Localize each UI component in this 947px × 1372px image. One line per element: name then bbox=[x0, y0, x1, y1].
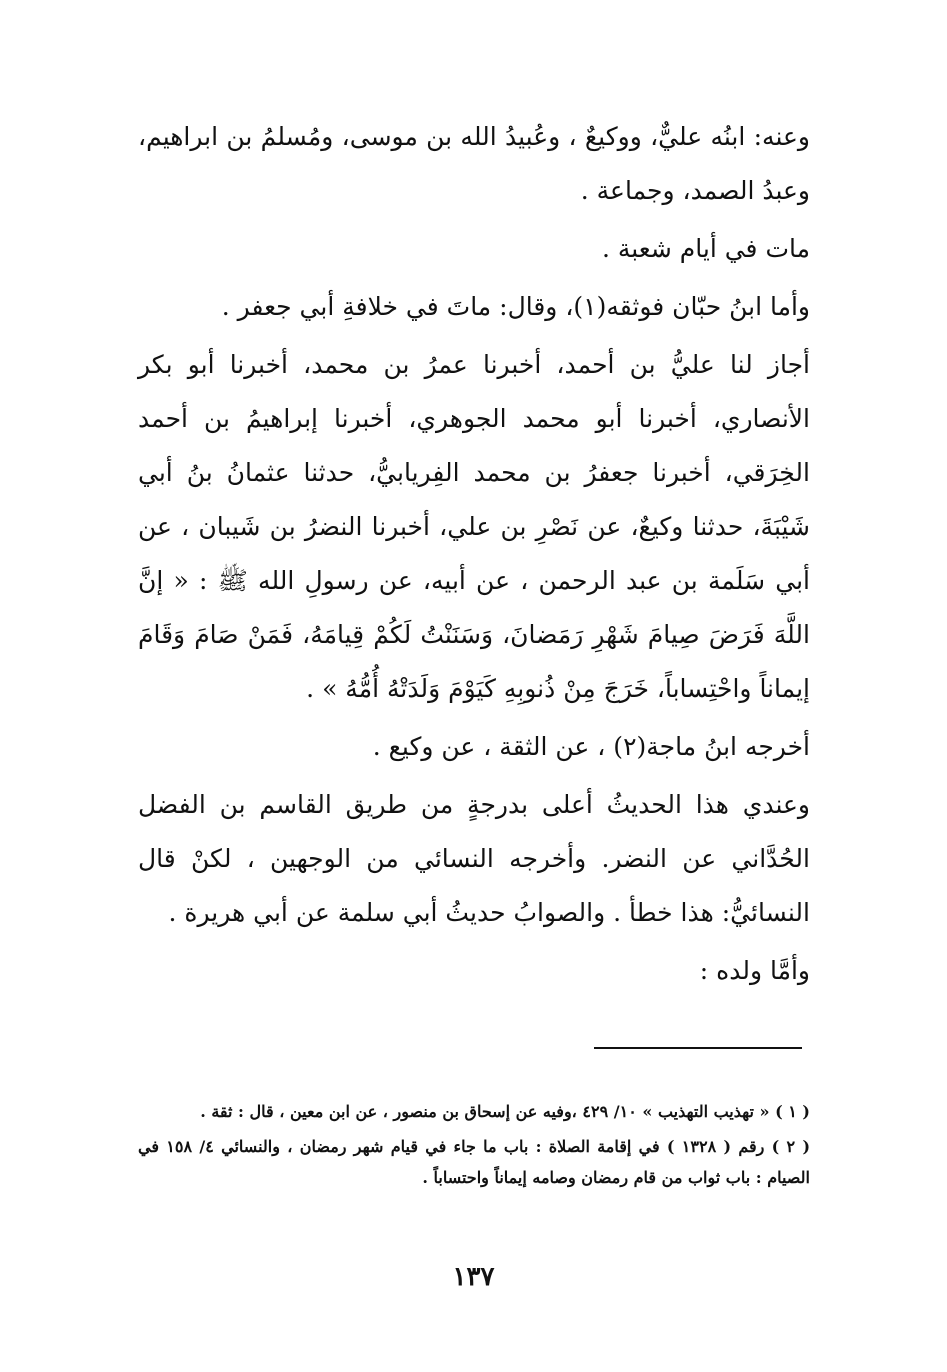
footnotes bbox=[138, 1096, 810, 1197]
page-number: ١٣٧ bbox=[452, 1262, 495, 1292]
footnote-divider bbox=[594, 1047, 802, 1049]
paragraph-ibn-hibban: وأما ابنُ حبّان فوثقه(١)، وقال: ماتَ في خلافةِ أبي جعفر . bbox=[221, 292, 810, 321]
footnote-1: ( ١ ) « تهذيب التهذيب » ١٠/ ٤٢٩ ،وفيه عن إسحاق بن منصور ، عن ابن معين ، قال : ثقة . bbox=[200, 1102, 810, 1121]
paragraph-narrators: وعنه: ابنُه عليٌّ، ووكيعٌ ، وعُبيدُ الله بن موسى، ومُسلمُ بن ابراهيم، وعبدُ الصمد، وجماعة . bbox=[138, 122, 810, 205]
footnote-2: ( ٢ ) رقم ( ١٣٢٨ ) في إقامة الصلاة : باب ما جاء في قيام شهر رمضان ، والنسائي ٤/ ١٥٨ في الصيام : باب ثواب من قام رمضان وصامه إيماناً واحتساباً . bbox=[138, 1137, 811, 1187]
paragraph-commentary: وعندي هذا الحديثُ أعلى بدرجةٍ من طريق القاسم بن الفضل الحُدَّاني عن النضر. وأخرجه النسائي من الوجهين ، لكنْ قال النسائيُّ: هذا خطأ . والصوابُ حديثُ أبي سلمة عن أبي هريرة . bbox=[138, 790, 810, 927]
paragraph-hadith-chain: أجاز لنا عليُّ بن أحمد، أخبرنا عمرُ بن محمد، أخبرنا أبو بكر الأنصاري، أخبرنا أبو محمد الجوهري، أخبرنا إبراهيمُ بن أحمد الخِرَقي، أخبرنا جعفرُ بن محمد الفِريابيُّ، حدثنا عثمانُ بنُ أبي شَيْبَةَ، حدثنا وكيعٌ، عن نَصْرِ بن علي، أخبرنا النضرُ بن شَيبان ، عن أبي سَلَمة بن عبد الرحمن ، عن أبيه، عن رسولِ الله ﷺ : « إنَّ اللَّهَ فَرَضَ صِيامَ شَهْرِ رَمَضانَ، وَسَنَنْتُ لَكُمْ قِيامَهُ، فَمَنْ صَامَ وَقَامَ إيماناً واحْتِساباً، خَرَجَ مِنْ ذُنوبِهِ كَيَوْمَ وَلَدَتْهُ أُمُّهُ » . bbox=[138, 350, 810, 703]
main-text bbox=[138, 110, 810, 998]
paragraph-death: مات في أيام شعبة . bbox=[601, 234, 810, 263]
paragraph-ibn-majah: أخرجه ابنُ ماجة(٢) ، عن الثقة ، عن وكيع . bbox=[372, 732, 810, 761]
paragraph-children: وأمَّا ولده : bbox=[699, 956, 810, 985]
